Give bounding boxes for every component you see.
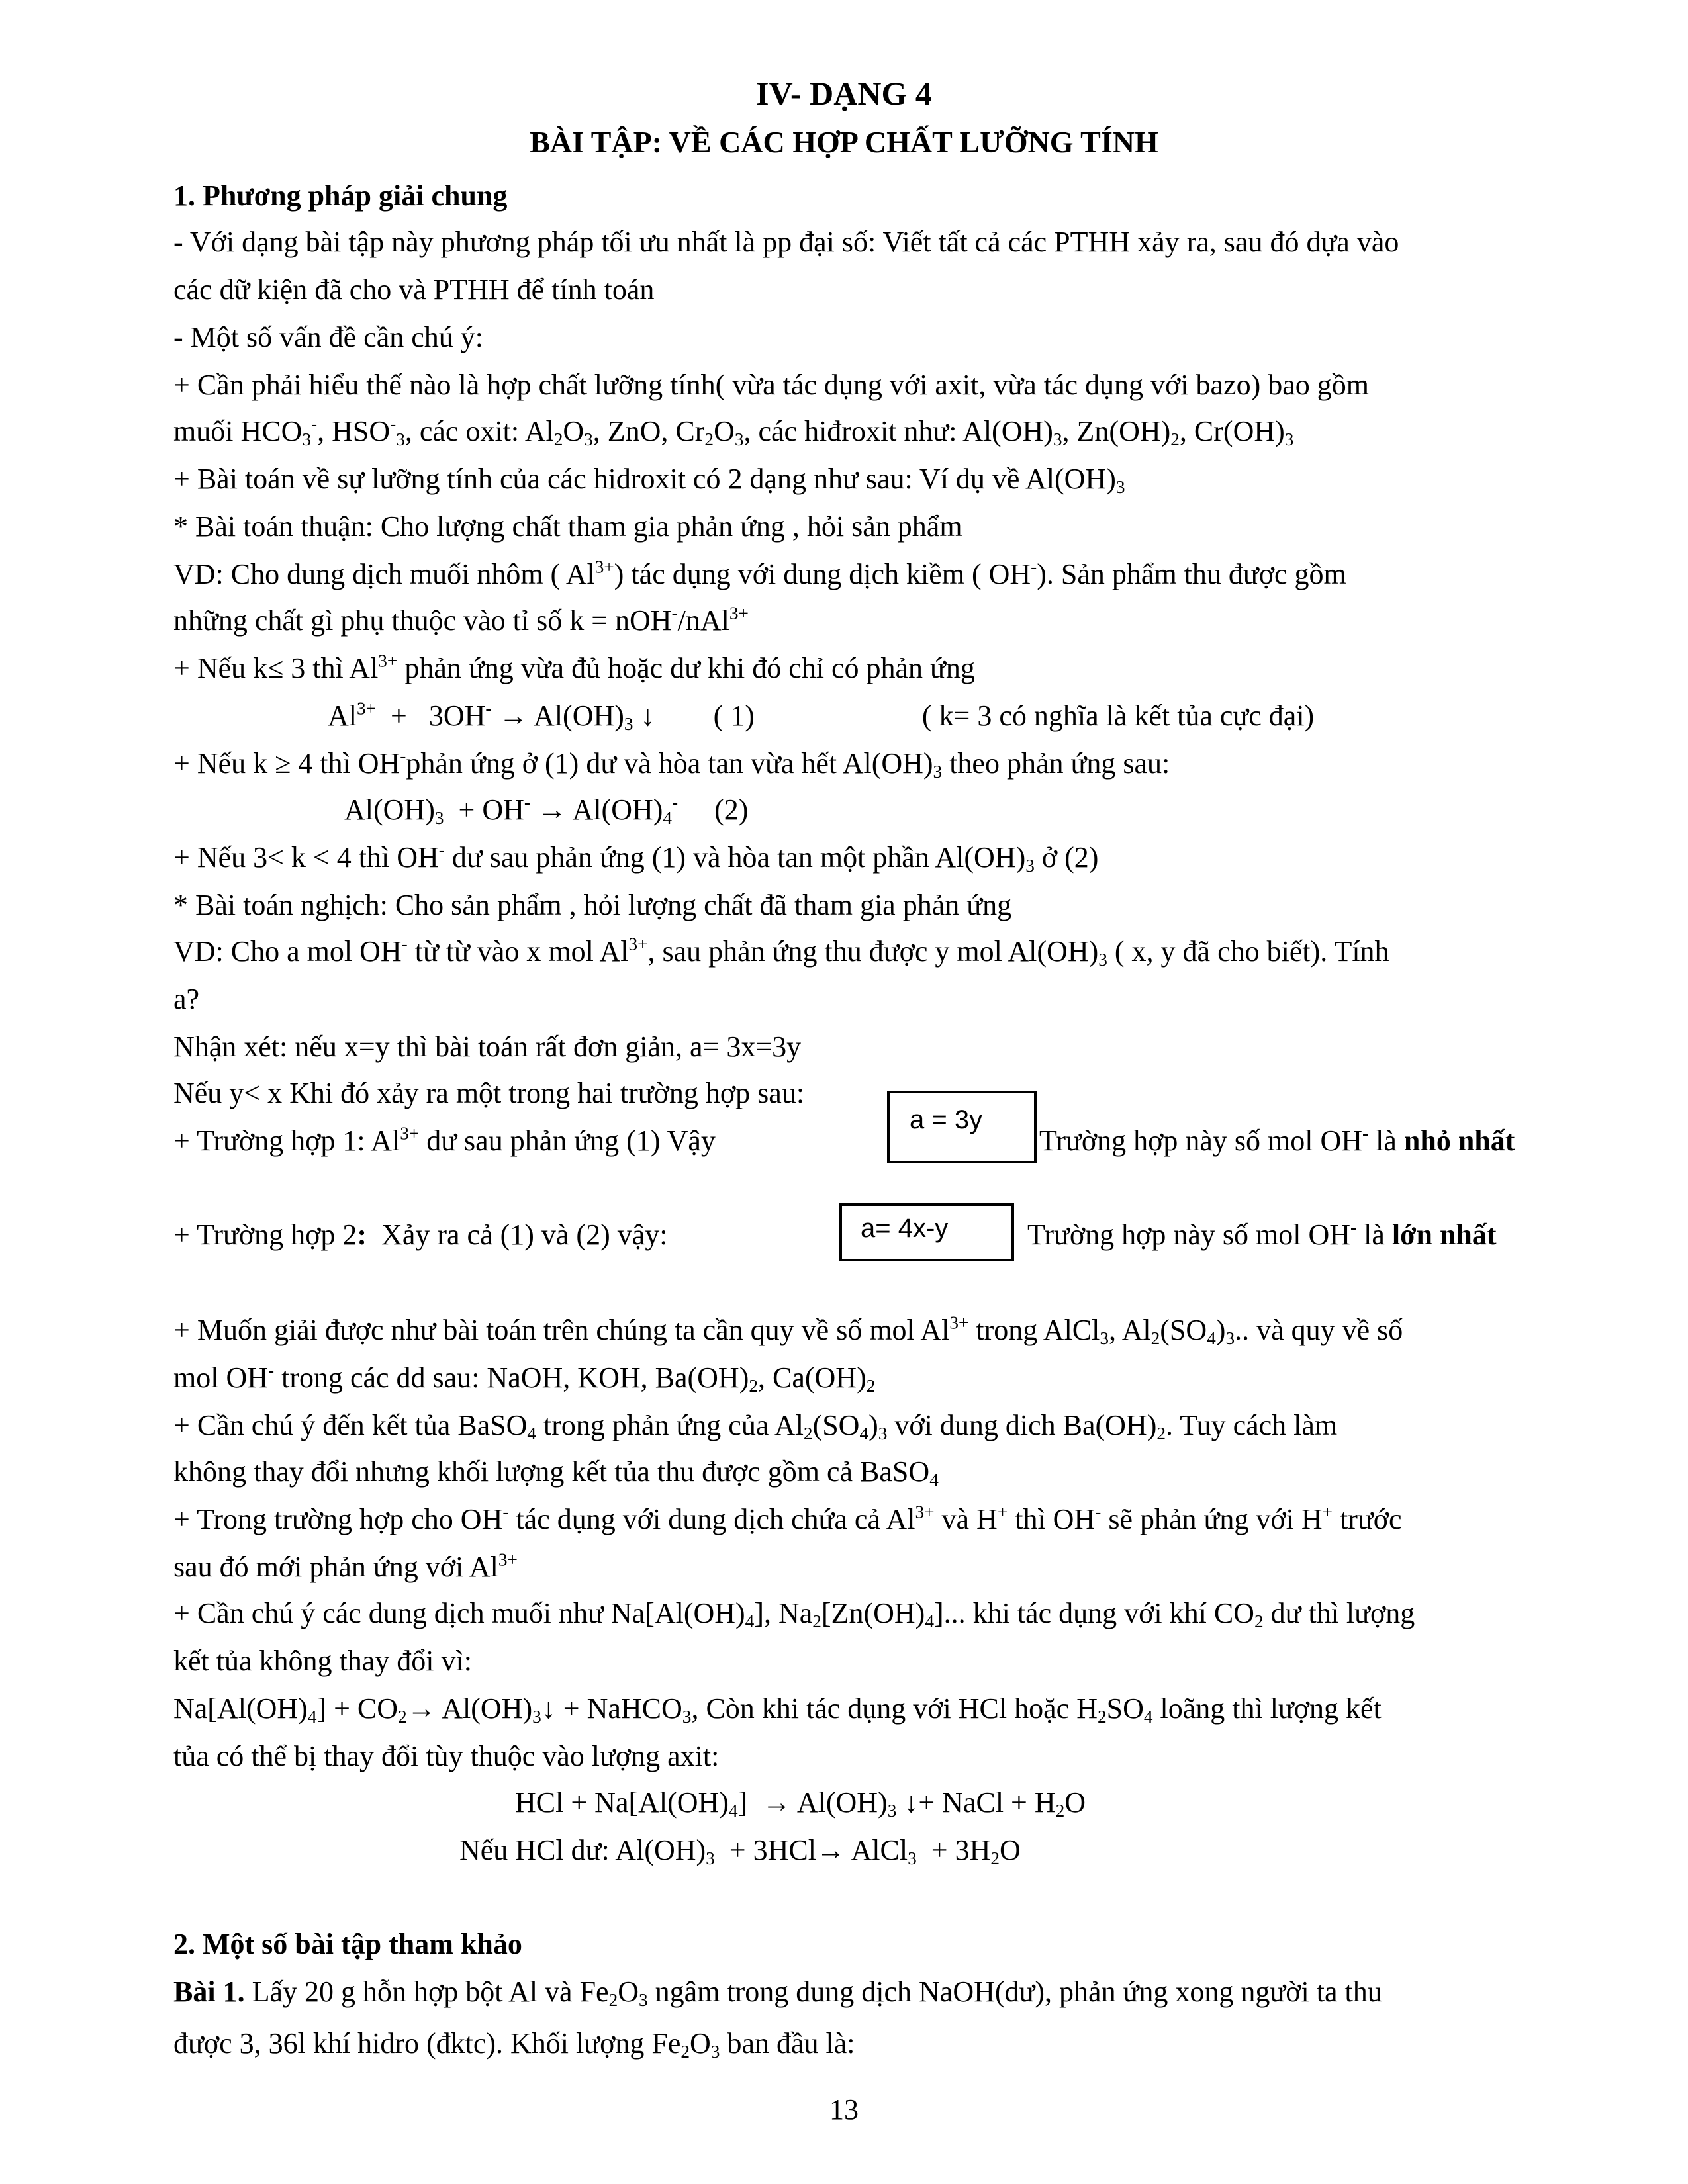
paragraph-line: - Với dạng bài tập này phương pháp tối ưu nhất là pp đại số: Viết tất cả các PTHH xảy ra, sau đó dựa vào <box>173 226 1399 258</box>
paragraph-line: $Na[Al(OH)_4] + CO_2\to$ $Al(OH)_3↓$ + NaHCO$_3$, Còn khi tác dụng với HCl hoặc $H_2SO_4$ loãng thì lượng kết <box>173 1692 1382 1727</box>
paragraph-line: không thay đổi nhưng khối lượng kết tủa thu được gồm cả BaSO$_4$ <box>173 1455 939 1490</box>
paragraph-line: + Nếu k ≥ 4 thì OH-phản ứng ở (1) dư và hòa tan vừa hết $Al(OH)_3$ theo phản ứng sau: <box>173 746 1170 782</box>
paragraph-line: + Cần chú ý các dung dịch muối như $Na[Al(OH)_4]$, $Na_2[Zn(OH)_4]$... khi tác dụng với khí $CO_2$ dư thì lượng <box>173 1597 1415 1631</box>
page-title: IV- DẠNG 4 <box>756 75 932 112</box>
section-1-heading: 1. Phương pháp giải chung <box>173 179 508 212</box>
exercise-1-line: được 3, 36l khí hidro (đktc). Khối lượng $Fe_2O_3$ ban đầu là: <box>173 2027 855 2062</box>
formula-box-1: a = 3y <box>887 1091 1037 1163</box>
equation-2: $Al(OH)_3 + OH^- \to Al(OH)_4^-$ (2) <box>344 792 749 828</box>
paragraph-line: VD: Cho a mol OH- từ từ vào x mol $Al^{3+}$, sau phản ứng thu được y mol $Al(OH)_3$ ( x, y đã cho biết). Tính <box>173 934 1389 970</box>
paragraph-line: + Muốn giải được như bài toán trên chúng ta cần quy về số mol $Al^{3+}$ trong AlCl$_3$, $Al_2(SO_4)_3$.. và quy về số <box>173 1312 1403 1348</box>
paragraph-line: + Bài toán về sự lưỡng tính của các hidroxit có 2 dạng như sau: Ví dụ về $Al(OH)_3$ <box>173 463 1125 497</box>
paragraph-line: + Cần chú ý đến kết tủa BaSO$_4$ trong phản ứng của $Al_2(SO_4)_3$ với dung dich $Ba(OH)_2$. Tuy cách làm <box>173 1409 1338 1443</box>
page-subtitle: BÀI TẬP: VỀ CÁC HỢP CHẤT LƯỠNG TÍNH <box>530 125 1158 159</box>
paragraph-line: mol OH- trong các dd sau: NaOH, KOH, $Ba(OH)_2$, $Ca(OH)_2$ <box>173 1360 876 1396</box>
equation-1: $Al^{3+} + 3OH^- \to Al(OH)_3$ ↓ ( 1) ( k= 3 có nghĩa là kết tủa cực đại) <box>328 698 1315 734</box>
page-number: 13 <box>829 2093 859 2126</box>
section-2-heading: 2. Một số bài tập tham khảo <box>173 1928 522 1960</box>
case-1-line: + Trường hợp 1: $Al^{3+}$ dư sau phản ứng (1) Vậy <box>173 1123 716 1157</box>
paragraph-line: Nếu y< x Khi đó xảy ra một trong hai trường hợp sau: <box>173 1077 805 1109</box>
paragraph-line: a? <box>173 983 200 1015</box>
paragraph-line: - Một số vấn đề cần chú ý: <box>173 321 483 353</box>
paragraph-line: tủa có thể bị thay đổi tùy thuộc vào lượng axit: <box>173 1740 720 1772</box>
paragraph-line: + Trong trường hợp cho OH- tác dụng với dung dịch chứa cả $Al^{3+}$ và H+ thì OH- sẽ phản ứng với H+ trước <box>173 1502 1402 1535</box>
paragraph-line: các dữ kiện đã cho và PTHH để tính toán <box>173 273 655 306</box>
paragraph-line: những chất gì phụ thuộc vào tỉ số k = nOH-/nAl$^{3+}$ <box>173 603 749 637</box>
exercise-1: Bài 1. Lấy 20 g hỗn hợp bột Al và $Fe_2O_3$ ngâm trong dung dịch NaOH(dư), phản ứng xong người ta thu <box>173 1976 1382 2010</box>
paragraph-line: + Nếu 3< k < 4 thì OH- dư sau phản ứng (1) và hòa tan một phần $Al(OH)_3$ ở (2) <box>173 840 1099 876</box>
paragraph-line: VD: Cho dung dịch muối nhôm ( $Al^{3+}$) tác dụng với dung dịch kiềm ( OH-). Sản phẩm thu được gồm <box>173 557 1346 590</box>
paragraph-line: Nhận xét: nếu x=y thì bài toán rất đơn giản, a= 3x=3y <box>173 1030 802 1063</box>
equation-3: HCl + $Na[Al(OH)_4] \to Al(OH)_3$ ↓+ NaCl + $H_2O$ <box>515 1786 1086 1821</box>
paragraph-line: * Bài toán nghịch: Cho sản phẩm , hỏi lượng chất đã tham gia phản ứng <box>173 889 1012 921</box>
paragraph-line: muối $HCO_3^-$, $HSO^-_3$, các oxit: $Al_2O_3$, ZnO, $Cr_2O_3$, các hiđroxit như: $Al(OH)_3$, $Zn(OH)_2$, $Cr(OH)_3$ <box>173 414 1294 449</box>
formula-box-2: a= 4x-y <box>839 1203 1014 1261</box>
case-1-note: Trường hợp này số mol OH- là nhỏ nhất <box>1039 1123 1515 1157</box>
equation-4: Nếu HCl dư: $Al(OH)_3 + 3HCl\to$ AlCl$_3$ + $3H_2O$ <box>459 1834 1021 1868</box>
case-2-line: + Trường hợp 2: Xảy ra cả (1) và (2) vậy: <box>173 1218 668 1251</box>
case-2-note: Trường hợp này số mol OH- là lớn nhất <box>1027 1217 1497 1251</box>
paragraph-line: + Cần phải hiểu thế nào là hợp chất lưỡng tính( vừa tác dụng với axit, vừa tác dụng với bazo) bao gồm <box>173 369 1369 401</box>
paragraph-line: sau đó mới phản ứng với $Al^{3+}$ <box>173 1549 518 1583</box>
paragraph-line: + Nếu k≤ 3 thì $Al^{3+}$ phản ứng vừa đủ hoặc dư khi đó chỉ có phản ứng <box>173 651 975 684</box>
paragraph-line: * Bài toán thuận: Cho lượng chất tham gia phản ứng , hỏi sản phẩm <box>173 510 962 543</box>
paragraph-line: kết tủa không thay đổi vì: <box>173 1645 472 1677</box>
